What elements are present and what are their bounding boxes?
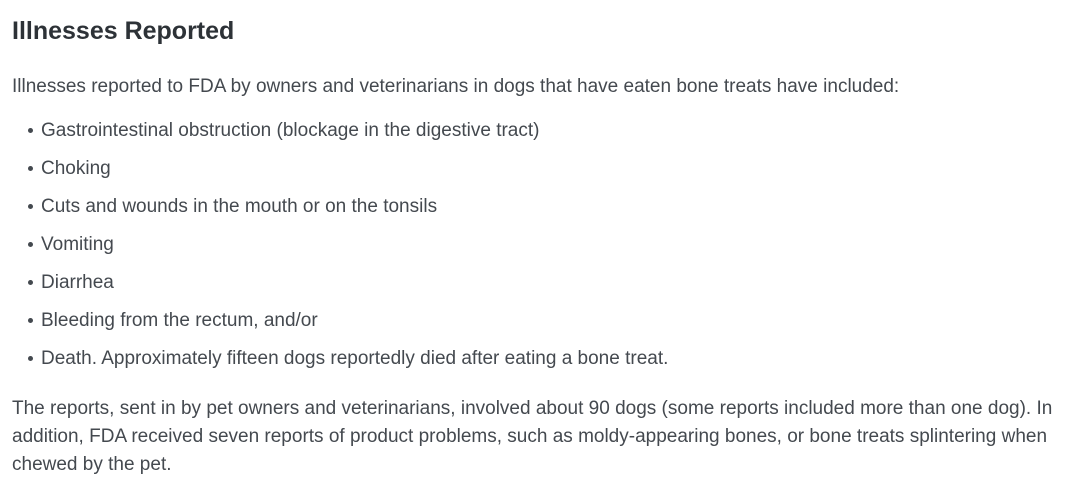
bullet-icon [28, 280, 33, 285]
illness-list-item: Death. Approximately fifteen dogs reportedly died after eating a bone treat. [12, 345, 1067, 373]
intro-paragraph: Illnesses reported to FDA by owners and veterinarians in dogs that have eaten bone treats have included: [12, 76, 900, 97]
bullet-icon [28, 318, 33, 323]
illness-list-item: Diarrhea [12, 269, 1067, 297]
illness-list-item: Vomiting [12, 231, 1067, 259]
illness-list [12, 117, 1067, 373]
closing-paragraph: The reports, sent in by pet owners and veterinarians, involved about 90 dogs (some reports included more than one dog). In addition, FDA received seven reports of product problems, such as moldy-appearing bones, or bone treats splintering when chewed by the pet. [12, 398, 1053, 475]
bullet-icon [28, 242, 33, 247]
bullet-icon [28, 128, 33, 133]
illness-list-item: Choking [12, 155, 1067, 183]
illness-list-item: Bleeding from the rectum, and/or [12, 307, 1067, 335]
illness-list-item: Cuts and wounds in the mouth or on the tonsils [12, 193, 1067, 221]
bullet-icon [28, 166, 33, 171]
bullet-icon [28, 356, 33, 361]
section-heading: Illnesses Reported [12, 17, 235, 45]
illness-list-item: Gastrointestinal obstruction (blockage in the digestive tract) [12, 117, 1067, 145]
bullet-icon [28, 204, 33, 209]
